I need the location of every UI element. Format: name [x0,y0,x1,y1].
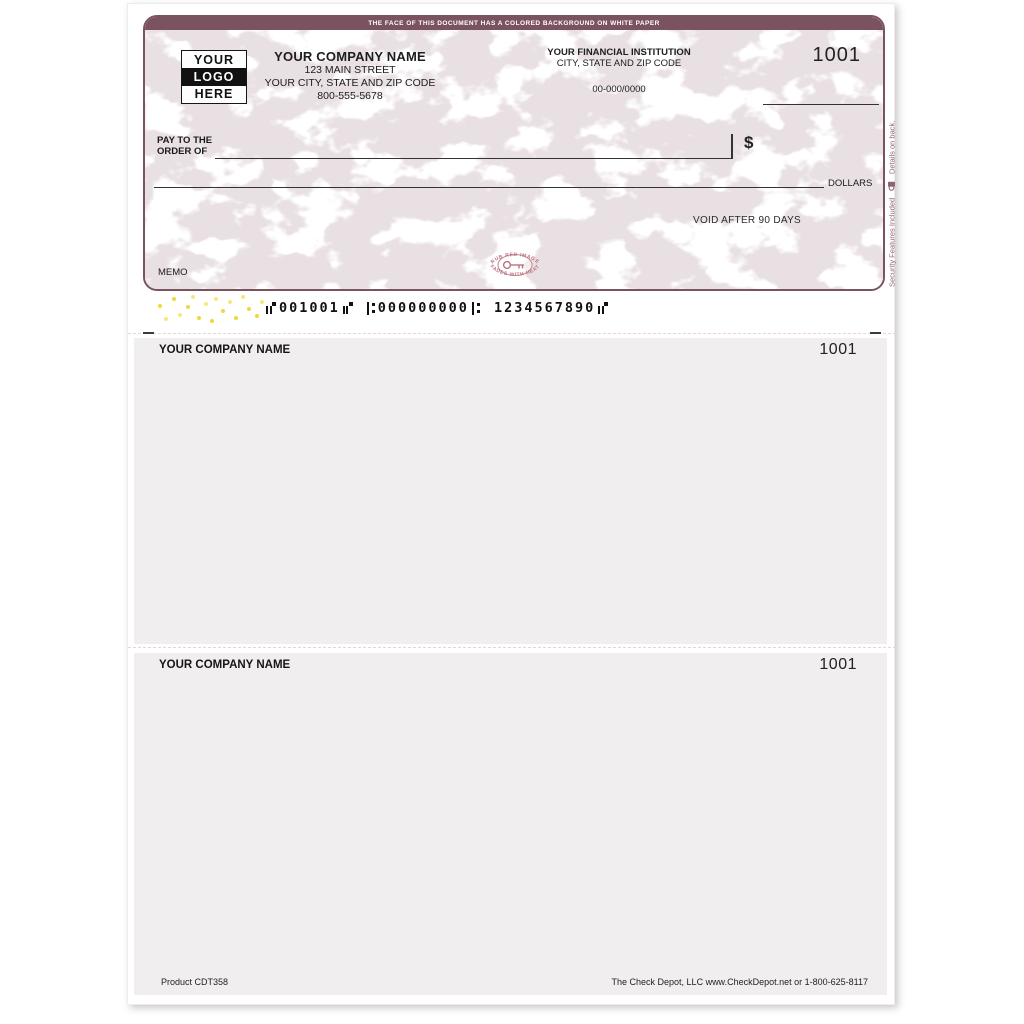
bank-fraction: 00-000/0000 [592,83,646,95]
stub-bottom [134,653,887,995]
micr-routing-number: 000000000 [377,300,469,316]
pay-to-line2: ORDER OF [157,146,208,157]
micr-line [266,300,608,316]
dollars-label: DOLLARS [828,178,873,189]
stub-top [134,338,887,644]
micr-check-number-field [266,300,353,316]
company-block [260,49,440,103]
stub-check-number: 1001 [819,656,857,673]
check-face [143,15,885,291]
heat-sensitive-seal [477,239,553,291]
amount-words-line [154,187,824,188]
perforation-tick [870,332,881,334]
perforation-tick [143,332,154,334]
perforation-line [128,333,896,334]
micr-account-field [494,300,608,316]
logo-line-logo: LOGO [182,68,246,85]
side-security-text [885,15,899,291]
seal-bottom-text: FADES WITH HEAT [488,263,542,279]
company-phone: 800-555-5678 [317,90,383,102]
payee-line-bracket [731,134,733,159]
logo-placeholder [181,50,247,104]
stub-company-name: YOUR COMPANY NAME [159,659,291,671]
company-name: YOUR COMPANY NAME [274,49,426,64]
void-after-label: VOID AFTER 90 DAYS [693,215,802,226]
micr-transit-icon [472,302,480,315]
pay-to-label [157,135,212,157]
payee-line [215,158,732,159]
company-city: YOUR CITY, STATE AND ZIP CODE [264,77,436,89]
footer-vendor-info: The Check Depot, LLC www.CheckDepot.net or 1-800-625-8117 [611,977,868,987]
top-banner [145,17,883,30]
pay-to-line1: PAY TO THE [157,135,213,146]
security-features-label: Security Features Included [887,197,897,287]
micr-routing-field [367,300,480,316]
stub-check-number: 1001 [819,341,857,358]
micr-account-number: 1234567890 [493,300,596,316]
check-number: 1001 [812,44,861,66]
details-on-back-label: Details on back. [887,120,897,174]
company-street: 123 MAIN STREET [304,64,396,76]
logo-line-your: YOUR [193,52,235,67]
logo-line-here: HERE [194,87,234,102]
padlock-icon [888,181,897,191]
date-line [763,104,879,105]
micr-check-number: 001001 [279,300,340,316]
micr-onus-icon [598,302,608,315]
bank-block [545,47,693,95]
footer-product-code: Product CDT358 [161,977,229,987]
micr-onus-icon [343,302,353,315]
micr-transit-icon [367,302,375,315]
bank-name: YOUR FINANCIAL INSTITUTION [547,47,691,58]
perforation-line [128,647,896,648]
bank-city: CITY, STATE AND ZIP CODE [556,58,682,69]
security-dots [150,292,270,324]
dollar-sign: $ [744,133,754,152]
check-sheet [127,3,895,1005]
stub-company-name: YOUR COMPANY NAME [159,344,291,356]
seal-top-text: RUB RED IMAGE [489,251,541,266]
memo-label: MEMO [158,267,188,278]
micr-onus-icon [266,302,276,315]
top-banner-text: THE FACE OF THIS DOCUMENT HAS A COLORED BACKGROUND ON WHITE PAPER [368,20,660,27]
